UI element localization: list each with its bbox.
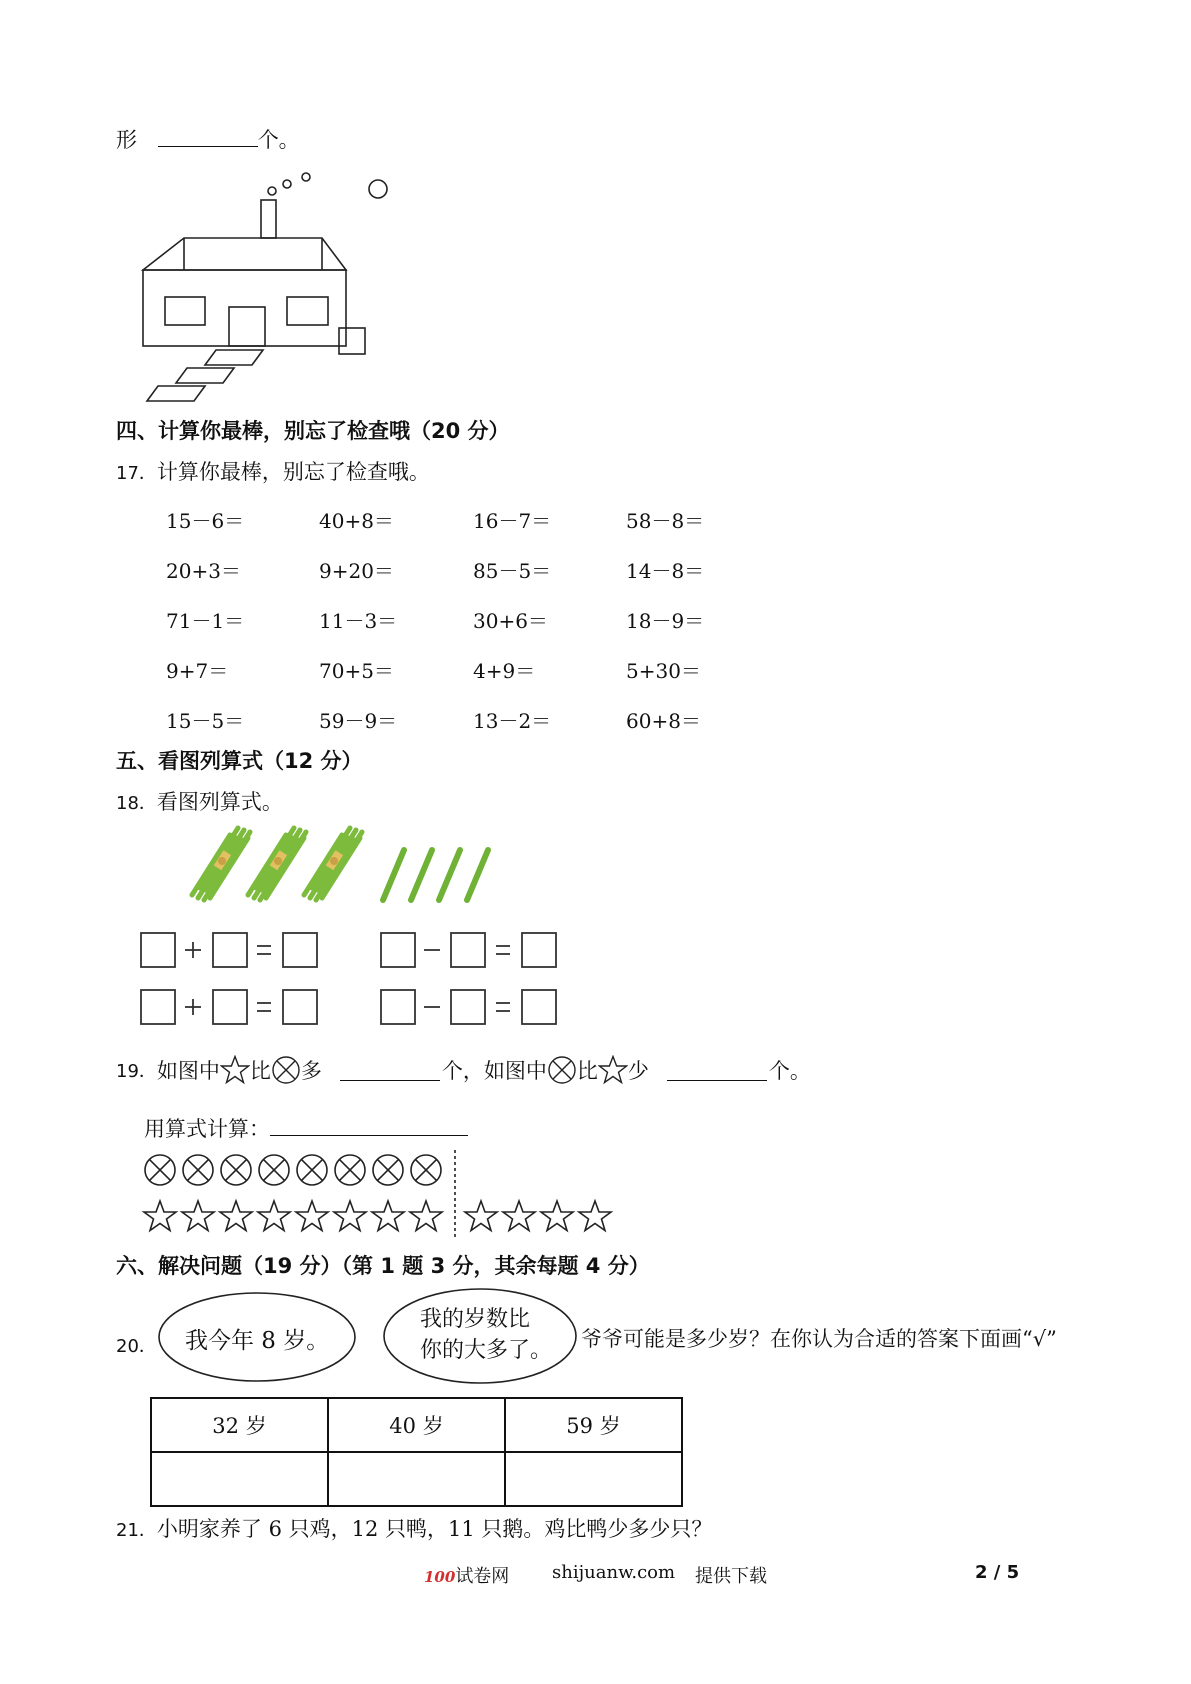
small-square xyxy=(339,328,365,354)
star-icon xyxy=(372,1201,404,1231)
calc-item: 71－1＝ xyxy=(166,609,245,633)
crossed-circle-icon xyxy=(411,1155,441,1185)
answer-box xyxy=(522,933,556,967)
calc-item: 58－8＝ xyxy=(626,509,705,533)
crossed-circle-icon xyxy=(259,1155,289,1185)
footer-logo xyxy=(424,1562,509,1588)
q17-number: 17． xyxy=(116,463,157,484)
q20-number: 20． xyxy=(116,1336,157,1357)
crossed-circle-icon xyxy=(221,1155,251,1185)
q19-text: 个，如图中 xyxy=(441,1059,547,1083)
roof-trapezoid xyxy=(143,238,346,270)
q19-calc-line xyxy=(144,1113,468,1143)
answer-box xyxy=(213,933,247,967)
q18-prompt xyxy=(116,786,283,816)
stick-bundle-3 xyxy=(304,828,362,900)
stick-bundle-1 xyxy=(192,828,250,900)
window-right xyxy=(287,297,328,325)
crossed-circle-icon xyxy=(297,1155,327,1185)
answer-cell[interactable] xyxy=(505,1452,682,1506)
continuation-line xyxy=(116,124,300,154)
q20-question: 爷爷可能是多少岁？在你认为合适的答案下面画“√” xyxy=(581,1327,1057,1351)
answer-cell[interactable] xyxy=(151,1452,328,1506)
suffix-text: 个。 xyxy=(257,128,300,152)
answer-blank[interactable] xyxy=(270,1115,468,1136)
star-icon xyxy=(258,1201,290,1231)
calc-item: 30+6＝ xyxy=(473,609,548,633)
calc-item: 20+3＝ xyxy=(166,559,241,583)
q18-text: 看图列算式。 xyxy=(156,790,283,814)
answer-box xyxy=(283,990,317,1024)
calc-item: 11－3＝ xyxy=(319,609,398,633)
star-icon xyxy=(410,1201,442,1231)
star-icon xyxy=(296,1201,328,1231)
q17-prompt xyxy=(116,456,430,486)
logo-number: 100 xyxy=(424,1568,456,1586)
q18-number: 18． xyxy=(116,793,157,814)
bubble-grandpa-line2: 你的大多了。 xyxy=(420,1338,553,1363)
answer-blank[interactable] xyxy=(667,1060,767,1081)
calc-item: 18－9＝ xyxy=(626,609,705,633)
crossed-circle-icon xyxy=(145,1155,175,1185)
star-icon xyxy=(220,1055,250,1085)
crossed-circle-icon xyxy=(271,1055,301,1085)
calc-item: 16－7＝ xyxy=(473,509,552,533)
calc-item: 15－5＝ xyxy=(166,709,245,733)
calc-item: 59－9＝ xyxy=(319,709,398,733)
q19-line xyxy=(116,1055,811,1085)
logo-text: 试卷网 xyxy=(455,1566,510,1587)
answer-box xyxy=(381,990,415,1024)
q19-text: 比 xyxy=(249,1059,271,1083)
section5-title: 五、看图列算式（12 分） xyxy=(116,749,363,773)
crossed-circle-icon xyxy=(335,1155,365,1185)
step-parallelogram-2 xyxy=(176,368,234,383)
prefix-text: 形 xyxy=(116,128,137,152)
star-icon xyxy=(144,1201,176,1231)
calc-item: 15－6＝ xyxy=(166,509,245,533)
chimney-rect xyxy=(261,200,276,238)
table-row xyxy=(151,1452,682,1506)
calc-item: 60+8＝ xyxy=(626,709,701,733)
window-left xyxy=(165,297,205,325)
house-figure xyxy=(130,160,390,405)
q19-text: 少 xyxy=(627,1059,649,1083)
q19-number: 19． xyxy=(116,1061,157,1082)
calc-item: 9+20＝ xyxy=(319,559,394,583)
star-icon xyxy=(579,1201,611,1231)
age-option: 59 岁 xyxy=(505,1398,682,1452)
bubble-grandpa-line1: 我的岁数比 xyxy=(420,1307,531,1332)
answer-blank[interactable] xyxy=(340,1060,440,1081)
crossed-circle-icon xyxy=(547,1055,577,1085)
crossed-circle-icon xyxy=(373,1155,403,1185)
age-option: 32 岁 xyxy=(151,1398,328,1452)
calc-item: 9+7＝ xyxy=(166,659,229,683)
q21-text: 小明家养了 6 只鸡，12 只鸭，11 只鹅。鸡比鸭少多少只？ xyxy=(156,1517,713,1541)
age-option: 40 岁 xyxy=(328,1398,505,1452)
star-icon xyxy=(220,1201,252,1231)
smoke-circle-1 xyxy=(302,173,310,181)
star-icon xyxy=(503,1201,535,1231)
calc-item: 40+8＝ xyxy=(319,509,394,533)
answer-box xyxy=(283,933,317,967)
answer-cell[interactable] xyxy=(328,1452,505,1506)
footer-site: shijuanw.com xyxy=(552,1562,676,1583)
smoke-circle-2 xyxy=(283,180,291,188)
star-icon xyxy=(182,1201,214,1231)
step-parallelogram-3 xyxy=(147,386,205,401)
age-options-table xyxy=(150,1397,683,1507)
answer-box xyxy=(141,933,175,967)
stick-bundle-2 xyxy=(248,828,306,900)
footer-provide: 提供下载 xyxy=(695,1566,767,1587)
single-sticks xyxy=(383,850,488,900)
house-body-rect xyxy=(143,270,346,346)
sun-circle xyxy=(369,180,387,198)
star-icon xyxy=(465,1201,497,1231)
page-number: 2 / 5 xyxy=(975,1562,1020,1583)
calc-label: 用算式计算： xyxy=(144,1117,270,1141)
section4-title: 四、计算你最棒，别忘了检查哦（20 分） xyxy=(116,419,510,443)
q19-text: 比 xyxy=(576,1059,598,1083)
star-icon xyxy=(334,1201,366,1231)
calc-item: 5+30＝ xyxy=(626,659,701,683)
circles-stars-figure xyxy=(138,1148,618,1240)
sticks-picture xyxy=(185,825,495,910)
q21-line xyxy=(116,1513,712,1543)
q19-text: 多 xyxy=(300,1059,322,1083)
answer-blank[interactable] xyxy=(158,146,258,147)
star-icon xyxy=(541,1201,573,1231)
table-row xyxy=(151,1398,682,1452)
calc-item: 14－8＝ xyxy=(626,559,705,583)
q19-text: 如图中 xyxy=(156,1059,220,1083)
section6-title: 六、解决问题（19 分）（第 1 题 3 分，其余每题 4 分） xyxy=(116,1254,650,1278)
door-rect xyxy=(229,307,265,346)
answer-box xyxy=(381,933,415,967)
bubble-child-text: 我今年 8 岁。 xyxy=(185,1328,330,1354)
q21-number: 21． xyxy=(116,1520,157,1541)
crossed-circle-icon xyxy=(183,1155,213,1185)
answer-box xyxy=(451,990,485,1024)
calc-item: 4+9＝ xyxy=(473,659,536,683)
equation-boxes xyxy=(135,925,565,1030)
answer-box xyxy=(213,990,247,1024)
q17-text: 计算你最棒，别忘了检查哦。 xyxy=(156,460,430,484)
star-icon xyxy=(598,1055,628,1085)
calc-item: 70+5＝ xyxy=(319,659,394,683)
answer-box xyxy=(522,990,556,1024)
calc-item: 85－5＝ xyxy=(473,559,552,583)
step-parallelogram-1 xyxy=(205,350,263,365)
q19-text: 个。 xyxy=(768,1059,811,1083)
calc-item: 13－2＝ xyxy=(473,709,552,733)
answer-box xyxy=(141,990,175,1024)
answer-box xyxy=(451,933,485,967)
smoke-circle-3 xyxy=(268,187,276,195)
